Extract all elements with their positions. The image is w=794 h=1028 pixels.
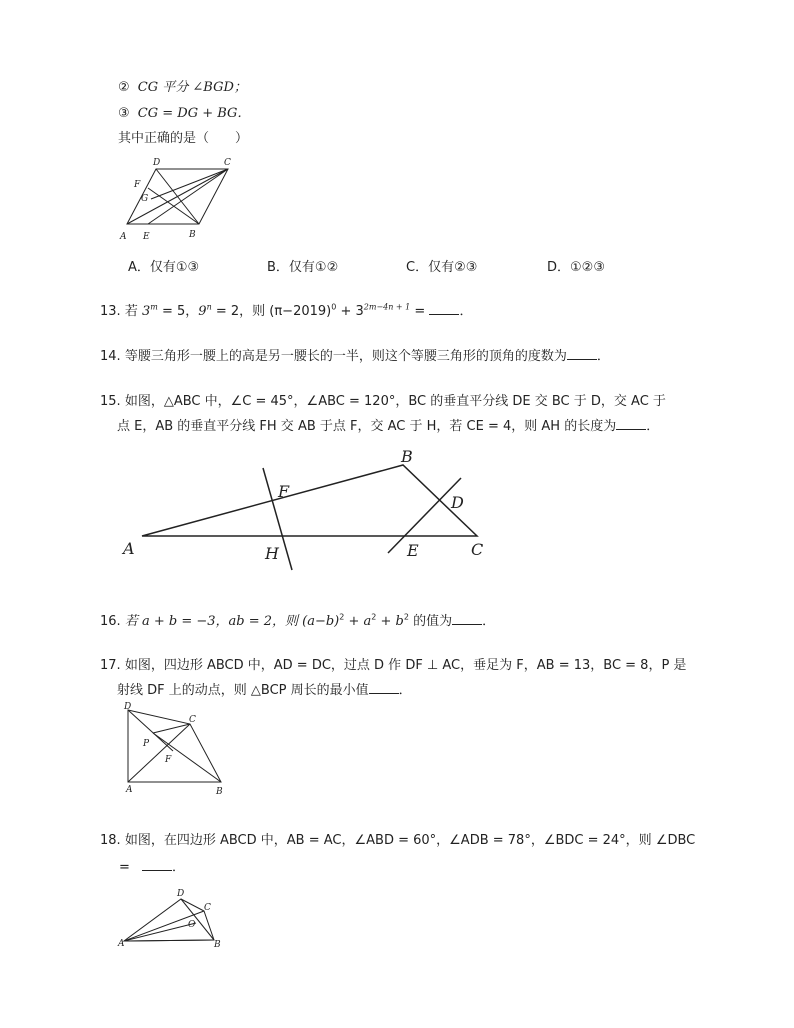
q17-answer-blank[interactable] — [369, 681, 399, 694]
q13-exp-n: n — [206, 302, 212, 312]
q14-answer-blank[interactable] — [567, 347, 597, 360]
q18-answer-blank[interactable] — [142, 858, 172, 871]
q18-figure — [118, 885, 238, 955]
q17-label-a: A — [126, 785, 133, 795]
q17-line-df — [128, 710, 173, 751]
q13-mid3: + 3 — [336, 304, 364, 319]
q16-answer-blank[interactable] — [452, 612, 482, 625]
q12-option-b[interactable]: B．仅有①② — [267, 260, 339, 275]
q14-question: 14. 等腰三角形一腰上的高是另一腰长的一半，则这个等腰三角形的顶角的度数为 ． — [100, 349, 610, 364]
q17-figure — [118, 700, 238, 800]
q12-stmt2-number: ② — [118, 80, 130, 95]
q15-answer-blank[interactable] — [616, 417, 646, 430]
q12-label-a: A — [120, 232, 127, 242]
q12-label-f: F — [134, 180, 141, 190]
q15-question-line1 — [100, 390, 666, 409]
q14-text: 等腰三角形一腰上的高是另一腰长的一半，则这个等腰三角形的顶角的度数为 — [124, 349, 567, 364]
q15-bisector-de — [388, 478, 461, 553]
q12-option-a[interactable]: A．仅有①③ — [128, 260, 200, 275]
q16-pre: 若 a + b = −3，ab = 2，则 (a−b) — [124, 614, 340, 629]
q17-line-pb — [153, 733, 221, 782]
q13-mid2: = 2，则 (π−2019) — [211, 304, 332, 319]
q18-line-ab — [124, 940, 214, 941]
q18-text-line1: 如图，在四边形 ABCD 中，AB = AC，∠ABD = 60°，∠ADB = 78°，∠BDC = 24°，则 ∠DBC — [124, 833, 696, 848]
q13-exp-0: 0 — [331, 302, 337, 312]
q12-statement-2 — [118, 76, 247, 95]
q18-line-oa — [124, 923, 196, 941]
q17-number: 17. — [100, 658, 121, 673]
q15-label-e: E — [407, 541, 419, 560]
q13-mid1: = 5， — [157, 304, 199, 319]
q12-option-c[interactable]: C．仅有②③ — [406, 260, 478, 275]
q13-pre: 若 — [124, 304, 142, 319]
q16-question: 16. 若 a + b = −3，ab = 2，则 $(a-b)^2 + a^2 + b^2$ 的值为 ． — [100, 612, 496, 629]
q12-stmt3-number: ③ — [118, 106, 130, 121]
q15-label-d: D — [451, 493, 464, 512]
q12-stmt3-text: CG = DG + BG． — [137, 106, 251, 121]
q12-line-gc — [151, 169, 228, 199]
q16-end: 的值为 — [408, 614, 453, 629]
q15-label-c: C — [471, 540, 484, 559]
q18-quadrilateral — [124, 899, 214, 941]
q15-label-a: A — [123, 539, 135, 558]
q17-line-pc — [153, 724, 190, 733]
q18-text-line2: = — [119, 860, 130, 875]
q16-exp1: 2 — [339, 612, 345, 622]
q18-label-b: B — [214, 940, 221, 950]
q17-label-p: P — [143, 739, 150, 749]
q13-exp-long: 2m−4n + 1 — [363, 302, 411, 312]
q13-base-9: 9 — [198, 304, 207, 319]
q18-label-d: D — [177, 889, 185, 899]
q18-number: 18. — [100, 833, 121, 848]
q17-label-b: B — [216, 787, 223, 797]
q17-text-line2: 射线 DF 上的动点，则 △BCP 周长的最小值 — [117, 683, 369, 698]
q16-mid2: + b — [376, 614, 404, 629]
q12-figure — [118, 155, 238, 245]
q17-question-line1 — [100, 654, 686, 673]
q15-figure — [120, 448, 510, 578]
q13-base-3: 3 — [141, 304, 151, 319]
q12-option-d[interactable]: D．①②③ — [547, 260, 605, 275]
q12-label-d: D — [153, 158, 161, 168]
q13-number: 13. — [100, 304, 121, 319]
q12-label-b: B — [189, 230, 196, 240]
q13-answer-blank[interactable] — [429, 302, 459, 315]
q12-label-c: C — [224, 158, 231, 168]
q12-label-e: E — [143, 232, 150, 242]
q15-label-f: F — [278, 482, 290, 501]
q16-mid1: + a — [344, 614, 372, 629]
q16-number: 16. — [100, 614, 121, 629]
q13-question: 13. 若 $3^m = 5$，$9^n = 2$，则 $(\pi-2019)^0 + 3^{2m-4n + 1}$ = ． — [100, 302, 473, 319]
q12-stmt2-text: CG 平分 ∠BGD； — [137, 80, 247, 95]
q15-triangle-abc — [142, 465, 477, 536]
q14-number: 14. — [100, 349, 121, 364]
q16-exp3: 2 — [403, 612, 409, 622]
q17-label-c: C — [189, 715, 196, 725]
q13-end: = — [410, 304, 430, 319]
q16-exp2: 2 — [371, 612, 377, 622]
q15-text-line1: 如图，△ABC 中，∠C = 45°，∠ABC = 120°，BC 的垂直平分线 DE 交 BC 于 D，交 AC 于 — [124, 394, 666, 409]
q17-text-line1: 如图，四边形 ABCD 中，AD = DC，过点 D 作 DF ⊥ AC，垂足为 F，AB = 13，BC = 8，P 是 — [124, 658, 687, 673]
q15-text-line2: 点 E，AB 的垂直平分线 FH 交 AB 于点 F，交 AC 于 H，若 CE = 4，则 AH 的长度为 — [117, 419, 617, 434]
q13-exp-m: m — [150, 302, 158, 312]
q15-label-b: B — [401, 447, 413, 466]
q15-label-h: H — [265, 544, 279, 563]
q17-quadrilateral — [128, 710, 221, 782]
q12-question: 其中正确的是（ ） — [118, 131, 249, 146]
q18-label-o: O — [188, 920, 196, 930]
q15-question-line2: 点 E，AB 的垂直平分线 FH 交 AB 于点 F，交 AC 于 H，若 CE = 4，则 AH 的长度为 ． — [117, 419, 660, 434]
q17-question-line2: 射线 DF 上的动点，则 △BCP 周长的最小值 ． — [117, 683, 412, 698]
q17-label-f: F — [165, 755, 172, 765]
q18-label-c: C — [204, 903, 211, 913]
q17-label-d: D — [124, 702, 132, 712]
q12-statement-3 — [118, 102, 250, 121]
q15-number: 15. — [100, 394, 121, 409]
q18-label-a: A — [118, 939, 125, 949]
q18-question-line1 — [100, 829, 695, 848]
q18-question-line2: = ． — [119, 860, 186, 875]
q12-label-g: G — [141, 194, 149, 204]
